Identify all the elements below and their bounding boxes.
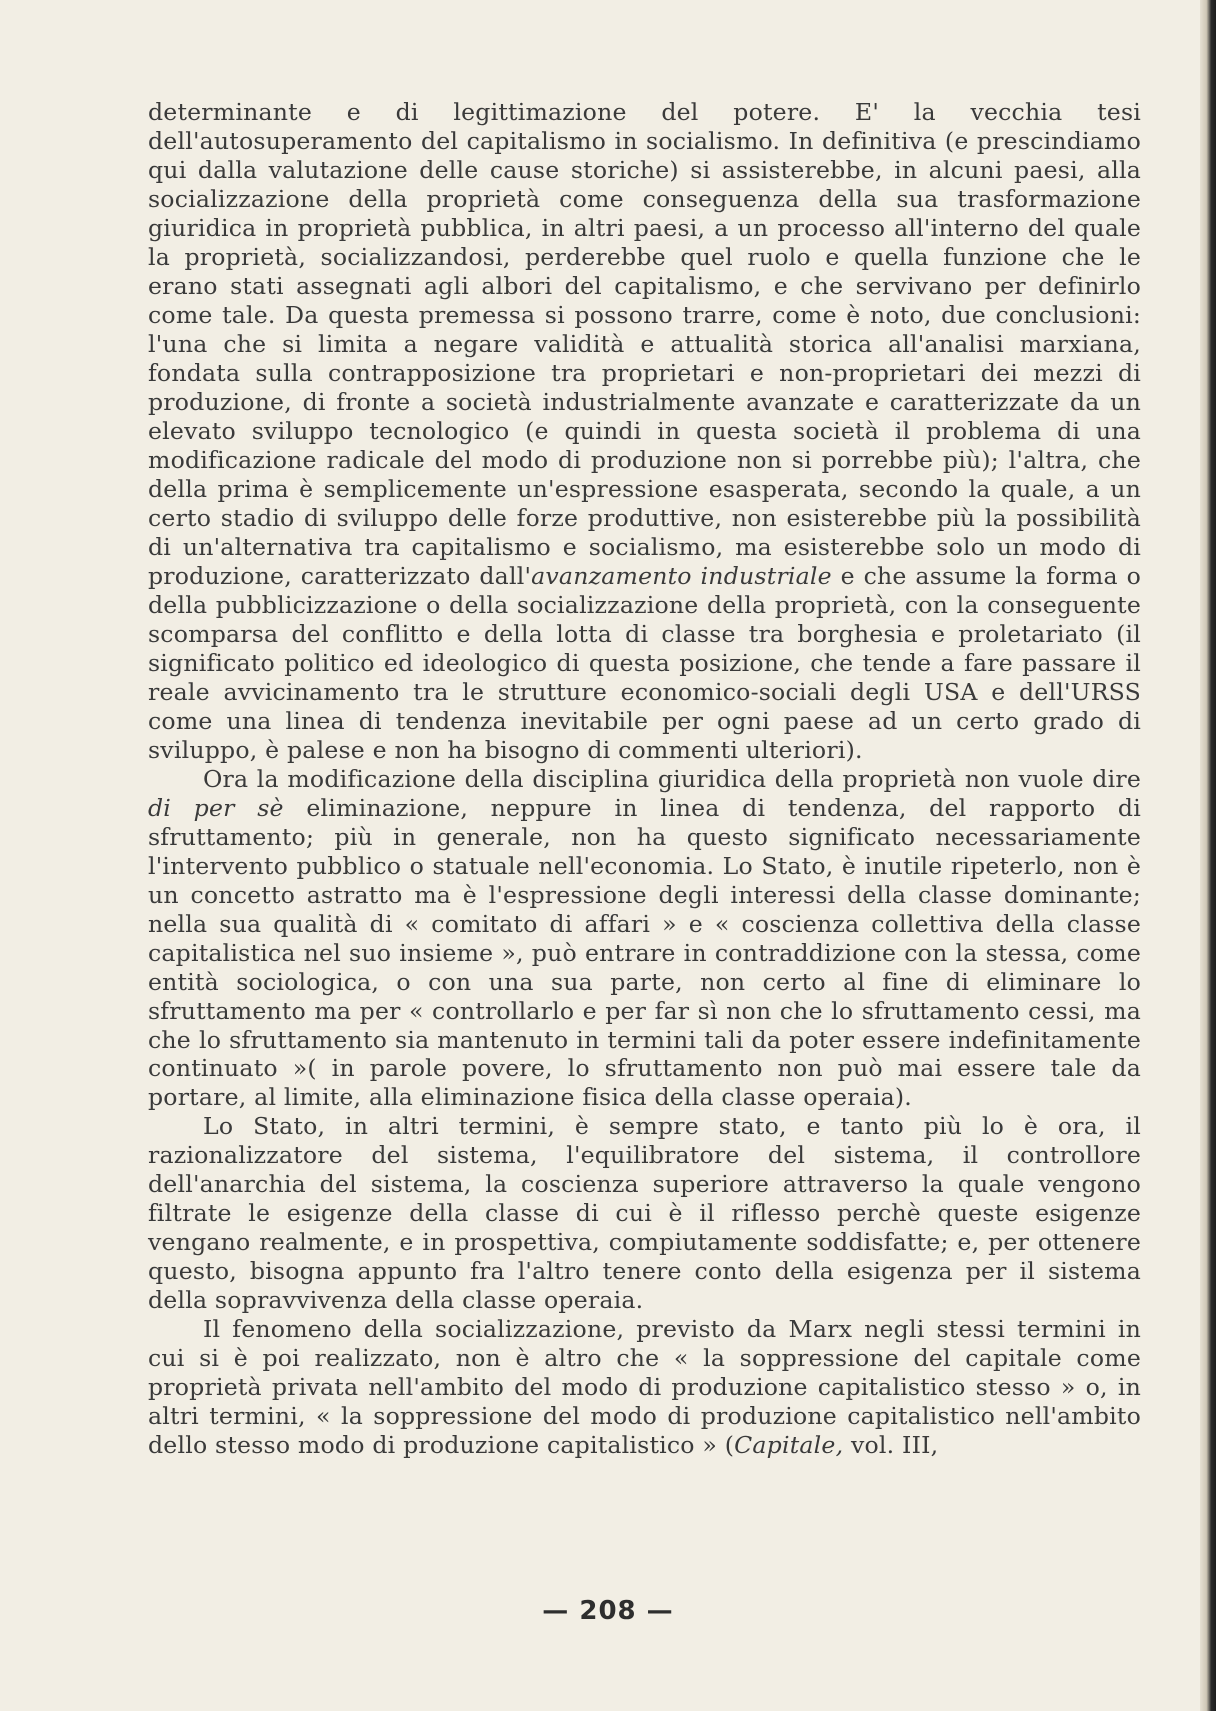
paragraph	[148, 98, 1141, 765]
text-run: vol. III,	[843, 1431, 939, 1460]
page-edge-shadow	[1200, 0, 1216, 1711]
italic-text-run: di per sè	[148, 793, 284, 822]
text-run: Lo Stato, in altri termini, è sempre stato, e tanto più lo è ora, il razionalizzatore del sistema, l'equilibratore del sistema, il controllore dell'anarchia del sistema, la coscienza superiore attraverso la quale vengono filtrate le esigenze della classe di cui è il riflesso perchè queste esigenze vengano realmente, e in prospettiva, compiutamente soddisfatte; e, per ottenere questo, bisogna appunto fra l'altro tenere conto della esigenza per il sistema della sopravvivenza della classe operaia.	[148, 1112, 1141, 1315]
italic-text-run: avanzamento industriale	[531, 561, 832, 590]
text-run: Il fenomeno della socializzazione, previsto da Marx negli stessi termini in cui si è poi realizzato, non è altro che « la soppressione del capitale come proprietà privata nell'ambito del modo di produzione capitalistico stesso » o, in altri termini, « la soppressione del modo di produzione capitalistico nell'ambito dello stesso modo di produzione capitalistico » (	[148, 1315, 1141, 1460]
text-run: determinante e di legittimazione del potere. E' la vecchia tesi dell'autosuperamento del capitalismo in socialismo. In definitiva (e prescindiamo qui dalla valutazione delle cause storiche) si assisterebbe, in alcuni paesi, alla socializzazione della proprietà come conseguenza della sua trasformazione giuridica in proprietà pubblica, in altri paesi, a un processo all'interno del quale la proprietà, socializzandosi, perderebbe quel ruolo e quella funzione che le erano stati assegnati agli albori del capitalismo, e che servivano per definirlo come tale. Da questa premessa si possono trarre, come è noto, due conclusioni: l'una che si limita a negare validità e attualità storica all'analisi marxiana, fondata sulla contrapposizione tra proprietari e non-proprietari dei mezzi di produzione, di fronte a società industrialmente avanzate e caratterizzate da un elevato sviluppo tecnologico (e quindi in questa società il problema di una modificazione radicale del modo di produzione non si porrebbe più); l'altra, che della prima è semplicemente un'espressione esasperata, secondo la quale, a un certo stadio di sviluppo delle forze produttive, non esisterebbe più la possibilità di un'alternativa tra capitalismo e socialismo, ma esisterebbe solo un modo di produzione, caratterizzato dall'	[148, 98, 1141, 590]
text-run: eliminazione, neppure in linea di tendenza, del rapporto di sfruttamento; più in generale, non ha questo significato necessariamente l'intervento pubblico o statuale nell'economia. Lo Stato, è inutile ripeterlo, non è un concetto astratto ma è l'espressione degli interessi della classe dominante; nella sua qualità di « comitato di affari » e « coscienza collettiva della classe capitalistica nel suo insieme », può entrare in contraddizione con la stessa, come entità sociologica, o con una sua parte, non certo al fine di eliminare lo sfruttamento ma per « controllarlo e per far sì non che lo sfruttamento cessi, ma che lo sfruttamento sia mantenuto in termini tali da poter essere indefinitamente continuato »( in parole povere, lo sfruttamento non può mai essere tale da portare, al limite, alla eliminazione fisica della classe operaia).	[148, 793, 1141, 1112]
paragraph	[148, 765, 1141, 1113]
text-run: Ora la modificazione della disciplina giuridica della proprietà non vuole dire	[203, 764, 1141, 793]
paragraph	[148, 1112, 1141, 1315]
text-run: e che assume la forma o della pubblicizzazione o della socializzazione della proprietà, con la conseguente scomparsa del conflitto e della lotta di classe tra borghesia e proletariato (il significato politico ed ideologico di questa posizione, che tende a fare passare il reale avvicinamento tra le strutture economico-sociali degli USA e dell'URSS come una linea di tendenza inevitabile per ogni paese ad un certo grado di sviluppo, è palese e non ha bisogno di commenti ulteriori).	[148, 561, 1142, 764]
body-text	[148, 98, 1141, 1460]
page-number: — 208 —	[542, 1596, 674, 1626]
italic-text-run: Capitale,	[734, 1431, 844, 1460]
paragraph	[148, 1315, 1141, 1460]
